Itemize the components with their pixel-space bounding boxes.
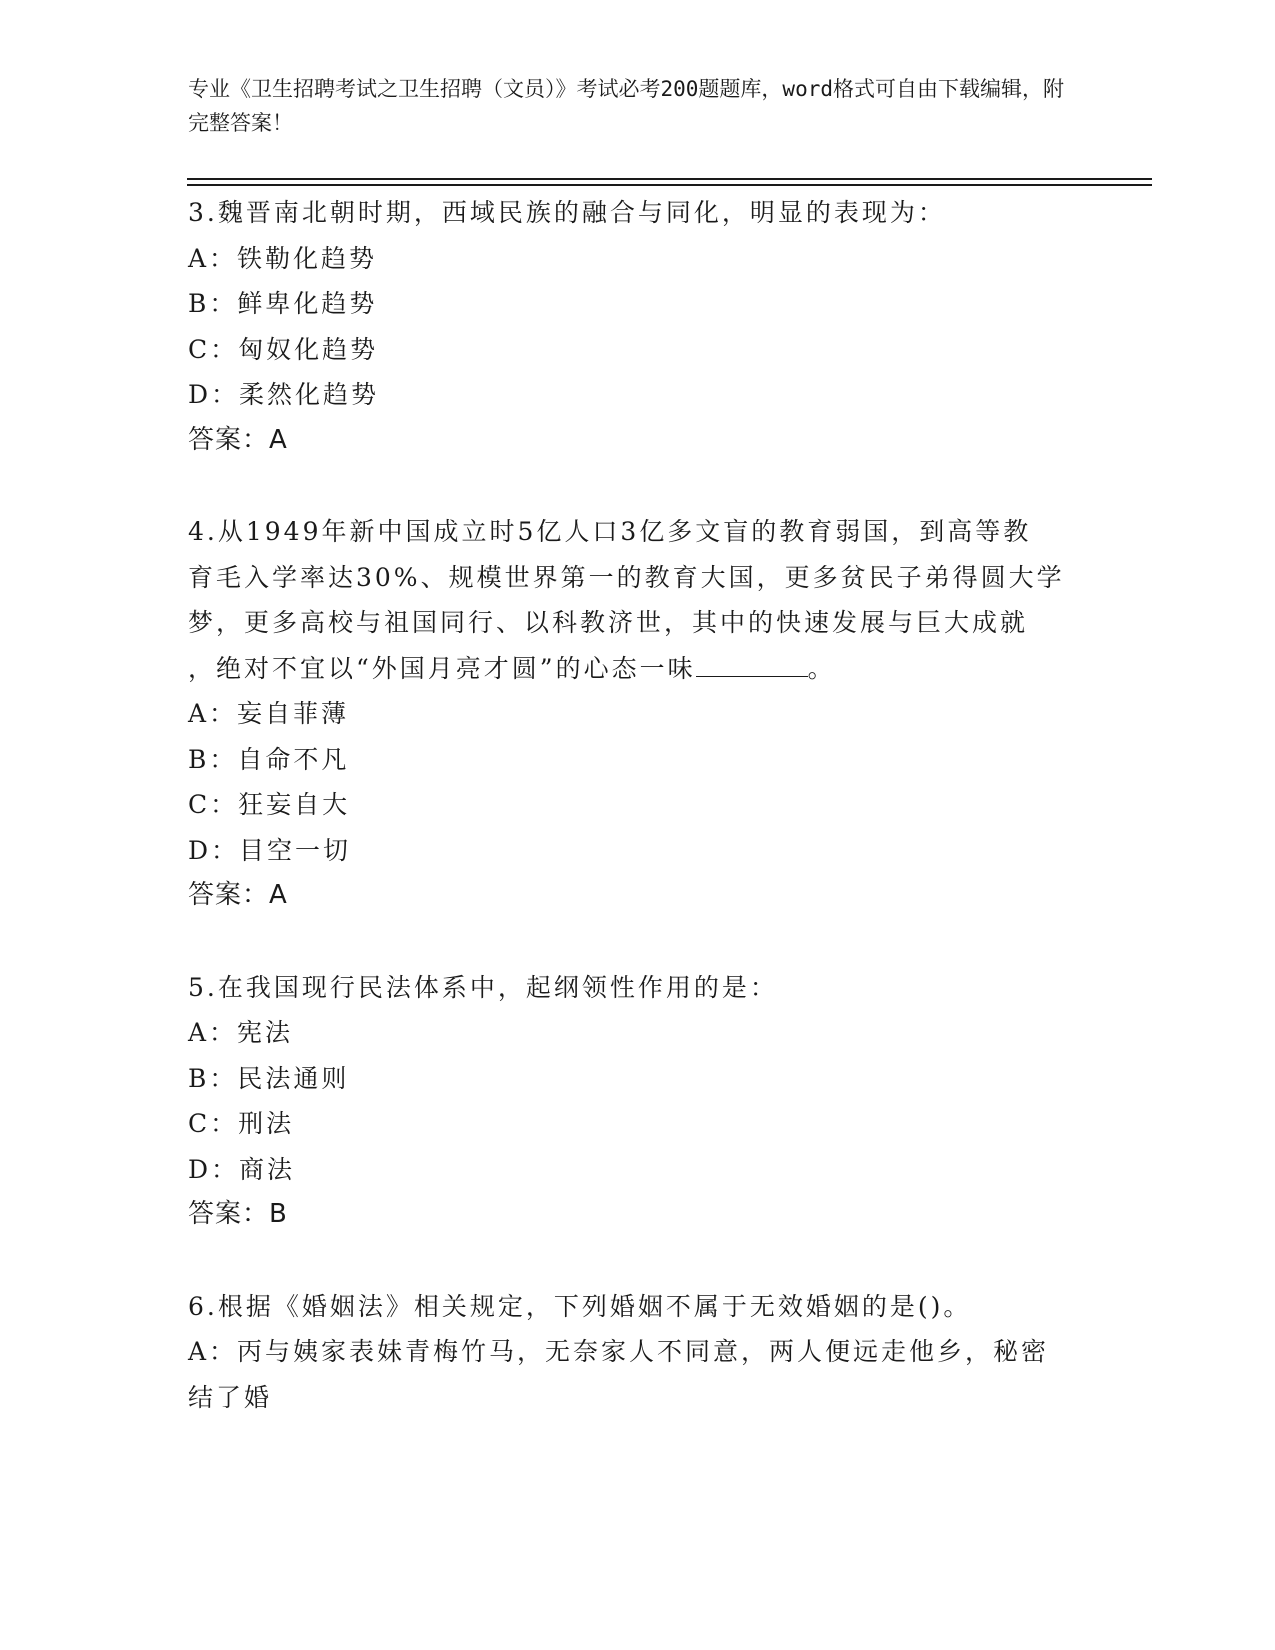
question-stem-line-1: 4.从1949年新中国成立时5亿人口3亿多文盲的教育弱国，到高等教	[188, 517, 1032, 546]
option-a: A：宪法	[188, 1018, 294, 1047]
option-c: C：狂妄自大	[188, 790, 351, 819]
question-stem-end: 。	[807, 653, 836, 683]
question-stem-line-4	[188, 646, 1088, 692]
fill-blank	[696, 654, 808, 677]
question-4	[188, 509, 1088, 919]
question-stem-line-2: 育毛入学率达30%、规模世界第一的教育大国，更多贫民子弟得圆大学	[188, 562, 1065, 592]
option-b: B：鲜卑化趋势	[188, 289, 378, 318]
question-stem-line-3: 梦，更多高校与祖国同行、以科教济世，其中的快速发展与巨大成就	[188, 608, 1029, 637]
question-5	[188, 965, 1088, 1238]
header-divider-top	[187, 178, 1152, 180]
header-divider-bottom	[187, 184, 1152, 186]
option-c: C：匈奴化趋势	[188, 334, 379, 364]
answer-label: 答案：A	[188, 424, 288, 455]
answer-label: 答案：A	[188, 880, 288, 910]
option-b: B：民法通则	[188, 1063, 350, 1093]
question-3	[188, 190, 1088, 463]
question-stem: 5.在我国现行民法体系中，起纲领性作用的是：	[188, 972, 778, 1002]
question-stem-line-4-text: ，绝对不宜以“外国月亮才圆”的心态一味	[188, 653, 696, 683]
question-stem: 6.根据《婚姻法》相关规定，下列婚姻不属于无效婚姻的是()。	[188, 1291, 972, 1321]
option-a: A：妄自菲薄	[188, 699, 350, 728]
question-stem: 3.魏晋南北朝时期，西域民族的融合与同化，明显的表现为：	[188, 198, 946, 227]
option-d: D：目空一切	[188, 835, 352, 865]
option-c: C：刑法	[188, 1109, 295, 1138]
document-header: 专业《卫生招聘考试之卫生招聘（文员）》考试必考200题题库，word格式可自由下载编辑，附完整答案！	[188, 77, 1064, 135]
option-a: A：铁勒化趋势	[188, 243, 378, 273]
option-a-line-2: 结了婚	[188, 1382, 273, 1412]
option-b: B：自命不凡	[188, 744, 350, 774]
option-d: D：商法	[188, 1154, 296, 1184]
question-6	[188, 1284, 1088, 1421]
option-d: D：柔然化趋势	[188, 380, 380, 409]
question-list	[188, 190, 1088, 1466]
option-a-line-1: A：丙与姨家表妹青梅竹马，无奈家人不同意，两人便远走他乡，秘密	[188, 1337, 1050, 1366]
answer-label: 答案：B	[188, 1199, 288, 1229]
